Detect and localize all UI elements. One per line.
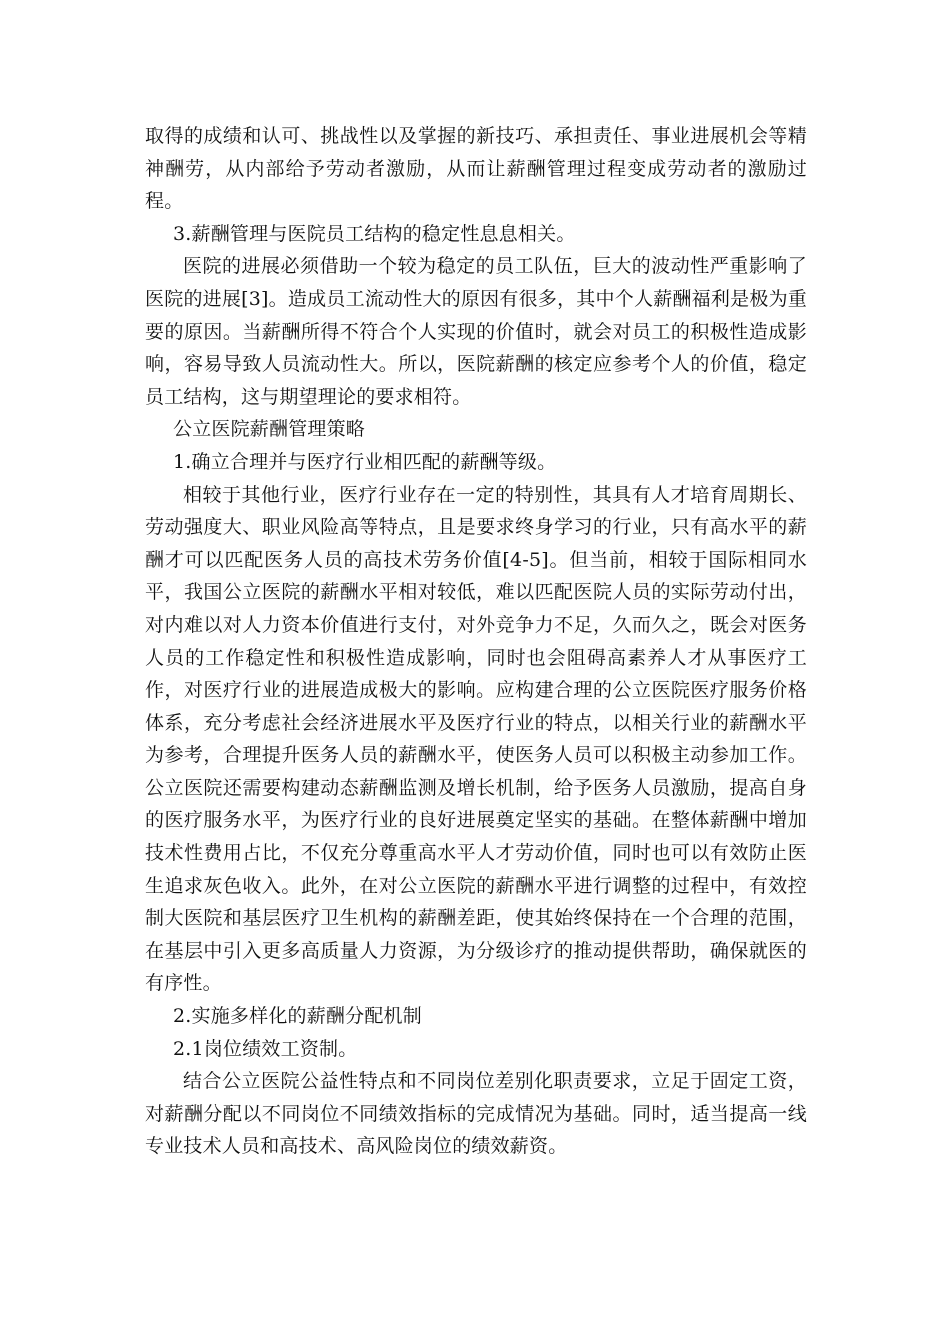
paragraph-position-performance: 结合公立医院公益性特点和不同岗位差别化职责要求，立足于固定工资，对薪酬分配以不同岗位不同绩效指标的完成情况为基础。同时，适当提高一线专业技术人员和高技术、高风险岗位的绩效薪资。	[145, 1070, 807, 1158]
document-page	[145, 120, 807, 1163]
section-heading-3: 3.薪酬管理与医院员工结构的稳定性息息相关。	[173, 222, 576, 245]
paragraph-salary-levels: 相较于其他行业，医疗行业存在一定的特别性，其具有人才培育周期长、劳动强度大、职业风险高等特点，且是要求终身学习的行业，只有高水平的薪酬才可以匹配医务人员的高技术劳务价值[4-5]。但当前，相较于国际相同水平，我国公立医院的薪酬水平相对较低，难以匹配医院人员的实际劳动付出，对内难以对人力资本价值进行支付，对外竞争力不足，久而久之，既会对医务人员的工作稳定性和积极性造成影响，同时也会阻碍高素养人才从事医疗工作，对医疗行业的进展造成极大的影响。应构建合理的公立医院医疗服务价格体系，充分考虑社会经济进展水平及医疗行业的特点，以相关行业的薪酬水平为参考，合理提升医务人员的薪酬水平，使医务人员可以积极主动参加工作。公立医院还需要构建动态薪酬监测及增长机制，给予医务人员激励，提高自身的医疗服务水平，为医疗行业的良好进展奠定坚实的基础。在整体薪酬中增加技术性费用占比，不仅充分尊重高水平人才劳动价值，同时也可以有效防止医生追求灰色收入。此外，在对公立医院的薪酬水平进行调整的过程中，有效控制大医院和基层医疗卫生机构的薪酬差距，使其始终保持在一个合理的范围，在基层中引入更多高质量人力资源，为分级诊疗的推动提供帮助，确保就医的有序性。	[145, 483, 807, 995]
section-heading-1: 1.确立合理并与医疗行业相匹配的薪酬等级。	[173, 450, 557, 473]
section-heading-2: 2.实施多样化的薪酬分配机制	[173, 1005, 422, 1028]
paragraph-continuation: 取得的成绩和认可、挑战性以及掌握的新技巧、承担责任、事业进展机会等精神酬劳，从内部给予劳动者激励，从而让薪酬管理过程变成劳动者的激励过程。	[145, 125, 807, 213]
section-title-strategies: 公立医院薪酬管理策略	[173, 418, 366, 441]
section-heading-2-1: 2.1岗位绩效工资制。	[173, 1037, 358, 1060]
paragraph-staff-stability: 医院的进展必须借助一个较为稳定的员工队伍，巨大的波动性严重影响了医院的进展[3]。造成员工流动性大的原因有很多，其中个人薪酬福利是极为重要的原因。当薪酬所得不符合个人实现的价值时，就会对员工的积极性造成影响，容易导致人员流动性大。所以，医院薪酬的核定应参考个人的价值，稳定员工结构，这与期望理论的要求相符。	[145, 255, 807, 408]
